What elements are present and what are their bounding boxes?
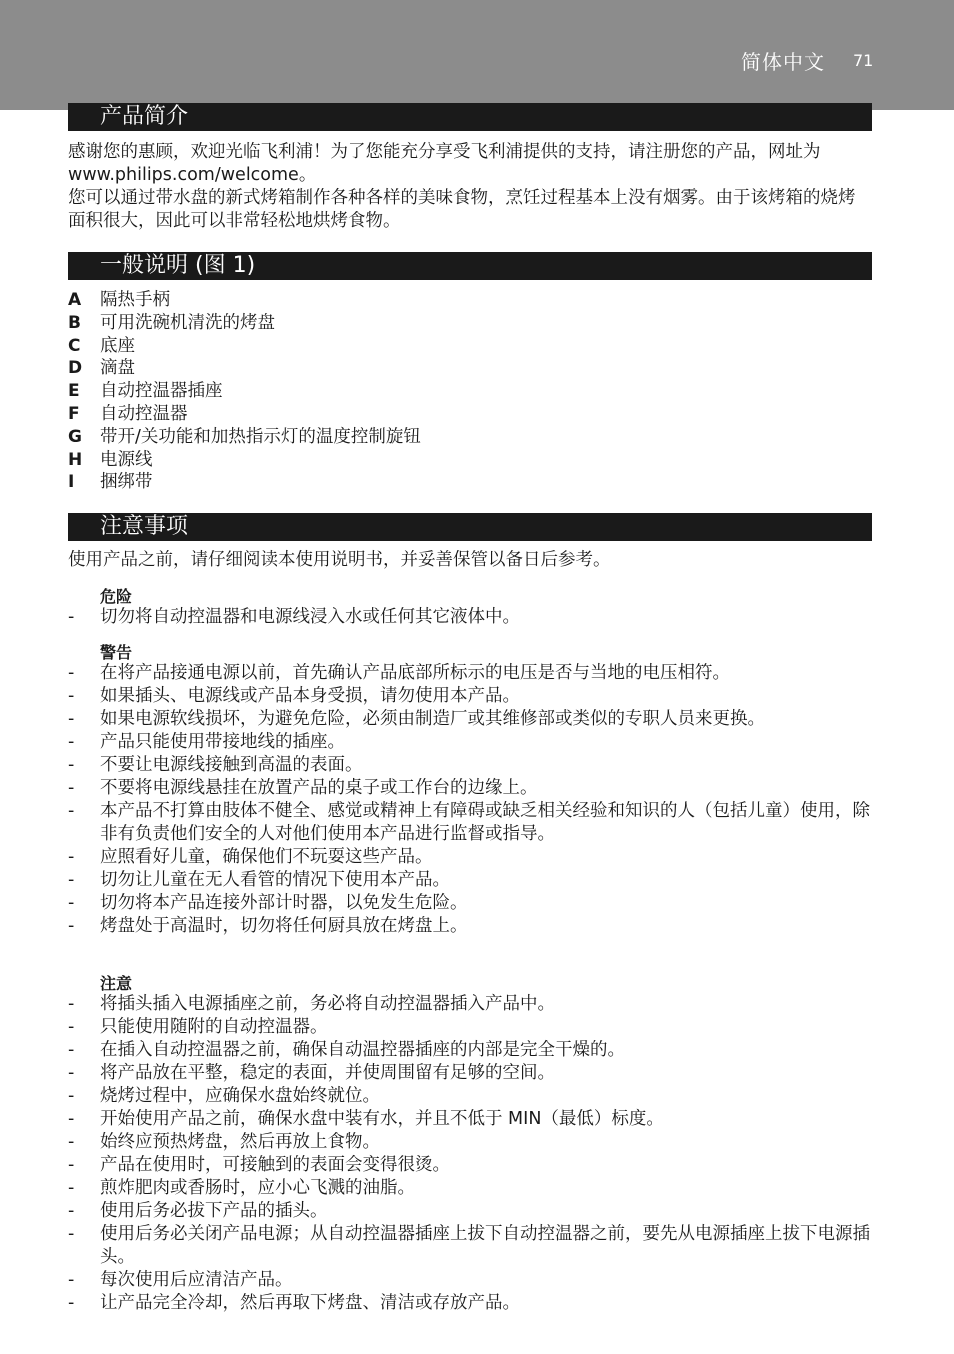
part-label: 可用洗碗机清洗的烤盘 bbox=[100, 312, 275, 333]
part-letter: I bbox=[68, 472, 75, 493]
list-item: - 让产品完全冷却，然后再取下烤盘、清洁或存放产品。 bbox=[68, 1293, 520, 1313]
part-letter: B bbox=[68, 312, 81, 333]
list-item: - 不要让电源线接触到高温的表面。 bbox=[68, 755, 363, 775]
part-label: 捆绑带 bbox=[100, 472, 153, 493]
section-title: 产品简介 bbox=[100, 104, 189, 129]
list-item: - 切勿让儿童在无人看管的情况下使用本产品。 bbox=[68, 870, 450, 890]
part-label: 带开/关功能和加热指示灯的温度控制旋钮 bbox=[100, 426, 421, 447]
intro-paragraph-1: 感谢您的惠顾，欢迎光临飞利浦！为了您能充分享受飞利浦提供的支持，请注册您的产品，网址为 www.philips.com/welcome。 bbox=[68, 142, 821, 185]
part-label: 滴盘 bbox=[100, 358, 135, 379]
section-title: 一般说明 (图 1) bbox=[100, 253, 256, 278]
danger-heading: 危险 bbox=[100, 587, 133, 606]
list-item: - 将插头插入电源插座之前，务必将自动控温器插入产品中。 bbox=[68, 994, 555, 1014]
list-item: - 将产品放在平整，稳定的表面，并使周围留有足够的空间。 bbox=[68, 1063, 555, 1083]
danger-list bbox=[68, 606, 872, 629]
list-item: - 本产品不打算由肢体不健全、感觉或精神上有障碍或缺乏相关经验和知识的人（包括儿童）使用，除非有负责他们安全的人对他们使用本产品进行监督或指导。 bbox=[68, 801, 870, 844]
list-item: - 使用后务必拔下产品的插头。 bbox=[68, 1201, 328, 1221]
part-letter: H bbox=[68, 449, 83, 470]
part-letter: C bbox=[68, 335, 81, 356]
section-heading-general bbox=[68, 252, 872, 280]
list-item: - 烤盘处于高温时，切勿将任何厨具放在烤盘上。 bbox=[68, 916, 468, 936]
section-heading-intro bbox=[68, 103, 872, 131]
intro-paragraph-2: 您可以通过带水盘的新式烤箱制作各种各样的美味食物，烹饪过程基本上没有烟雾。由于该烤箱的烧烤面积很大，因此可以非常轻松地烘烤食物。 bbox=[68, 188, 856, 231]
list-item: - 使用后务必关闭产品电源；从自动控温器插座上拔下自动控温器之前，要先从电源插座上拔下电源插头。 bbox=[68, 1224, 870, 1267]
caution-heading: 注意 bbox=[100, 974, 133, 993]
list-item: - 开始使用产品之前，确保水盘中装有水，并且不低于 MIN（最低）标度。 bbox=[68, 1109, 664, 1129]
list-item: - 如果电源软线损坏，为避免危险，必须由制造厂或其维修部或类似的专职人员来更换。 bbox=[68, 709, 765, 729]
list-item: - 始终应预热烤盘，然后再放上食物。 bbox=[68, 1132, 380, 1152]
page-number: 71 bbox=[853, 51, 874, 70]
list-item: - 只能使用随附的自动控温器。 bbox=[68, 1017, 328, 1037]
list-item: - 在将产品接通电源以前，首先确认产品底部所标示的电压是否与当地的电压相符。 bbox=[68, 663, 730, 683]
section-heading-important bbox=[68, 513, 872, 541]
list-item: - 切勿将本产品连接外部计时器，以免发生危险。 bbox=[68, 893, 468, 913]
list-item: - 烧烤过程中，应确保水盘始终就位。 bbox=[68, 1086, 380, 1106]
list-item: - 在插入自动控温器之前，确保自动温控器插座的内部是完全干燥的。 bbox=[68, 1040, 625, 1060]
part-label: 自动控温器插座 bbox=[100, 381, 223, 402]
part-label: 底座 bbox=[100, 335, 135, 356]
part-letter: E bbox=[68, 381, 80, 402]
list-item: - 每次使用后应清洁产品。 bbox=[68, 1270, 293, 1290]
header-language: 简体中文 bbox=[741, 50, 825, 74]
part-label: 电源线 bbox=[100, 449, 153, 470]
list-item: - 煎炸肥肉或香肠时，应小心飞溅的油脂。 bbox=[68, 1178, 415, 1198]
caution-list bbox=[68, 993, 872, 1315]
list-item: - 产品只能使用带接地线的插座。 bbox=[68, 732, 345, 752]
warning-list bbox=[68, 662, 872, 938]
list-item: - 产品在使用时，可接触到的表面会变得很烫。 bbox=[68, 1155, 450, 1175]
list-item: - 切勿将自动控温器和电源线浸入水或任何其它液体中。 bbox=[68, 607, 520, 627]
important-intro: 使用产品之前，请仔细阅读本使用说明书，并妥善保管以备日后参考。 bbox=[68, 550, 611, 570]
part-letter: A bbox=[68, 290, 82, 310]
part-letter: G bbox=[68, 426, 82, 447]
part-label: 自动控温器 bbox=[100, 403, 188, 424]
list-item: - 应照看好儿童，确保他们不玩耍这些产品。 bbox=[68, 847, 433, 867]
list-item: - 如果插头、电源线或产品本身受损，请勿使用本产品。 bbox=[68, 686, 520, 706]
section-title: 注意事项 bbox=[100, 514, 189, 539]
part-letter: D bbox=[68, 358, 83, 379]
warning-heading: 警告 bbox=[100, 643, 133, 662]
part-letter: F bbox=[68, 403, 80, 424]
list-item: - 不要将电源线悬挂在放置产品的桌子或工作台的边缘上。 bbox=[68, 778, 538, 798]
part-label: 隔热手柄 bbox=[100, 290, 170, 310]
